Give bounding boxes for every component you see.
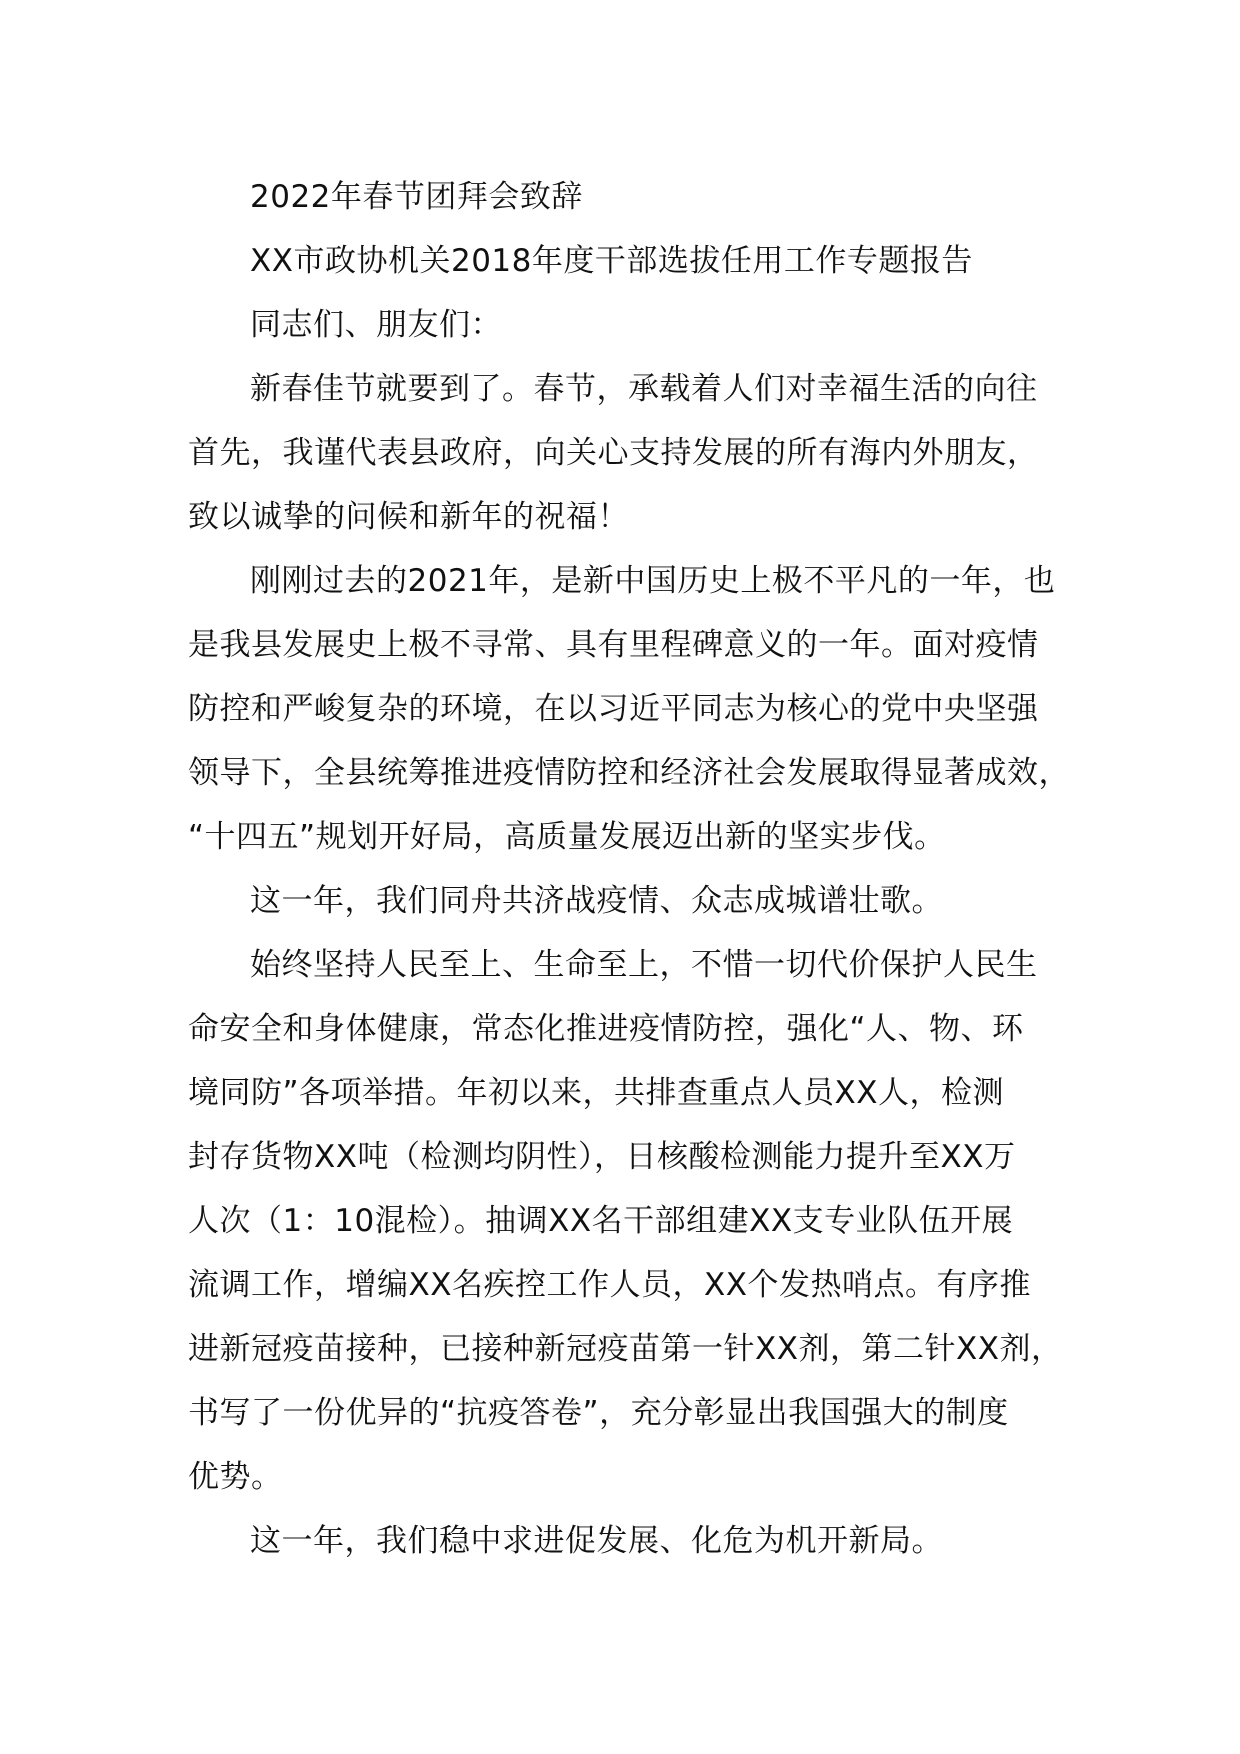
paragraph-line: 书写了一份优异的“抗疫答卷”，充分彰显出我国强大的制度 [188, 1395, 1009, 1431]
paragraph-line: 流调工作，增编XX名疾控工作人员，XX个发热哨点。有序推 [188, 1267, 1031, 1303]
paragraph-line: 首先，我谨代表县政府，向关心支持发展的所有海内外朋友， [188, 435, 1039, 471]
speech-title: 2022年春节团拜会致辞 [250, 179, 583, 215]
paragraph-line: 始终坚持人民至上、生命至上，不惜一切代价保护人民生 [250, 947, 1038, 983]
paragraph-line: 刚刚过去的2021年，是新中国历史上极不平凡的一年，也 [250, 563, 1056, 599]
paragraph-line: 这一年，我们同舟共济战疫情、众志成城谱壮歌。 [250, 883, 943, 919]
paragraph-line: 封存货物XX吨（检测均阴性），日核酸检测能力提升至XX万 [188, 1139, 1016, 1175]
paragraph-line: 领导下，全县统筹推进疫情防控和经济社会发展取得显著成效， [188, 755, 1070, 791]
paragraph-line: 是我县发展史上极不寻常、具有里程碑意义的一年。面对疫情 [188, 627, 1039, 663]
paragraph-line: 人次（1：10混检）。抽调XX名干部组建XX支专业队伍开展 [188, 1203, 1014, 1239]
document-body [188, 165, 1088, 1573]
paragraph-line: 新春佳节就要到了。春节，承载着人们对幸福生活的向往 [250, 371, 1038, 407]
report-title: XX市政协机关2018年度干部选拔任用工作专题报告 [250, 243, 973, 279]
paragraph-line: 优势。 [188, 1459, 283, 1495]
paragraph-line: 防控和严峻复杂的环境，在以习近平同志为核心的党中央坚强 [188, 691, 1039, 727]
paragraph-line: 命安全和身体健康，常态化推进疫情防控，强化“人、物、环 [188, 1011, 1024, 1047]
salutation: 同志们、朋友们： [250, 307, 502, 343]
paragraph-line: 进新冠疫苗接种，已接种新冠疫苗第一针XX剂，第二针XX剂， [188, 1331, 1063, 1367]
paragraph-line: 境同防”各项举措。年初以来，共排查重点人员XX人，检测 [188, 1075, 1005, 1111]
paragraph-line: 这一年，我们稳中求进促发展、化危为机开新局。 [250, 1523, 943, 1559]
paragraph-line: “十四五”规划开好局，高质量发展迈出新的坚实步伐。 [188, 819, 946, 855]
paragraph-line: 致以诚挚的问候和新年的祝福！ [188, 499, 629, 535]
